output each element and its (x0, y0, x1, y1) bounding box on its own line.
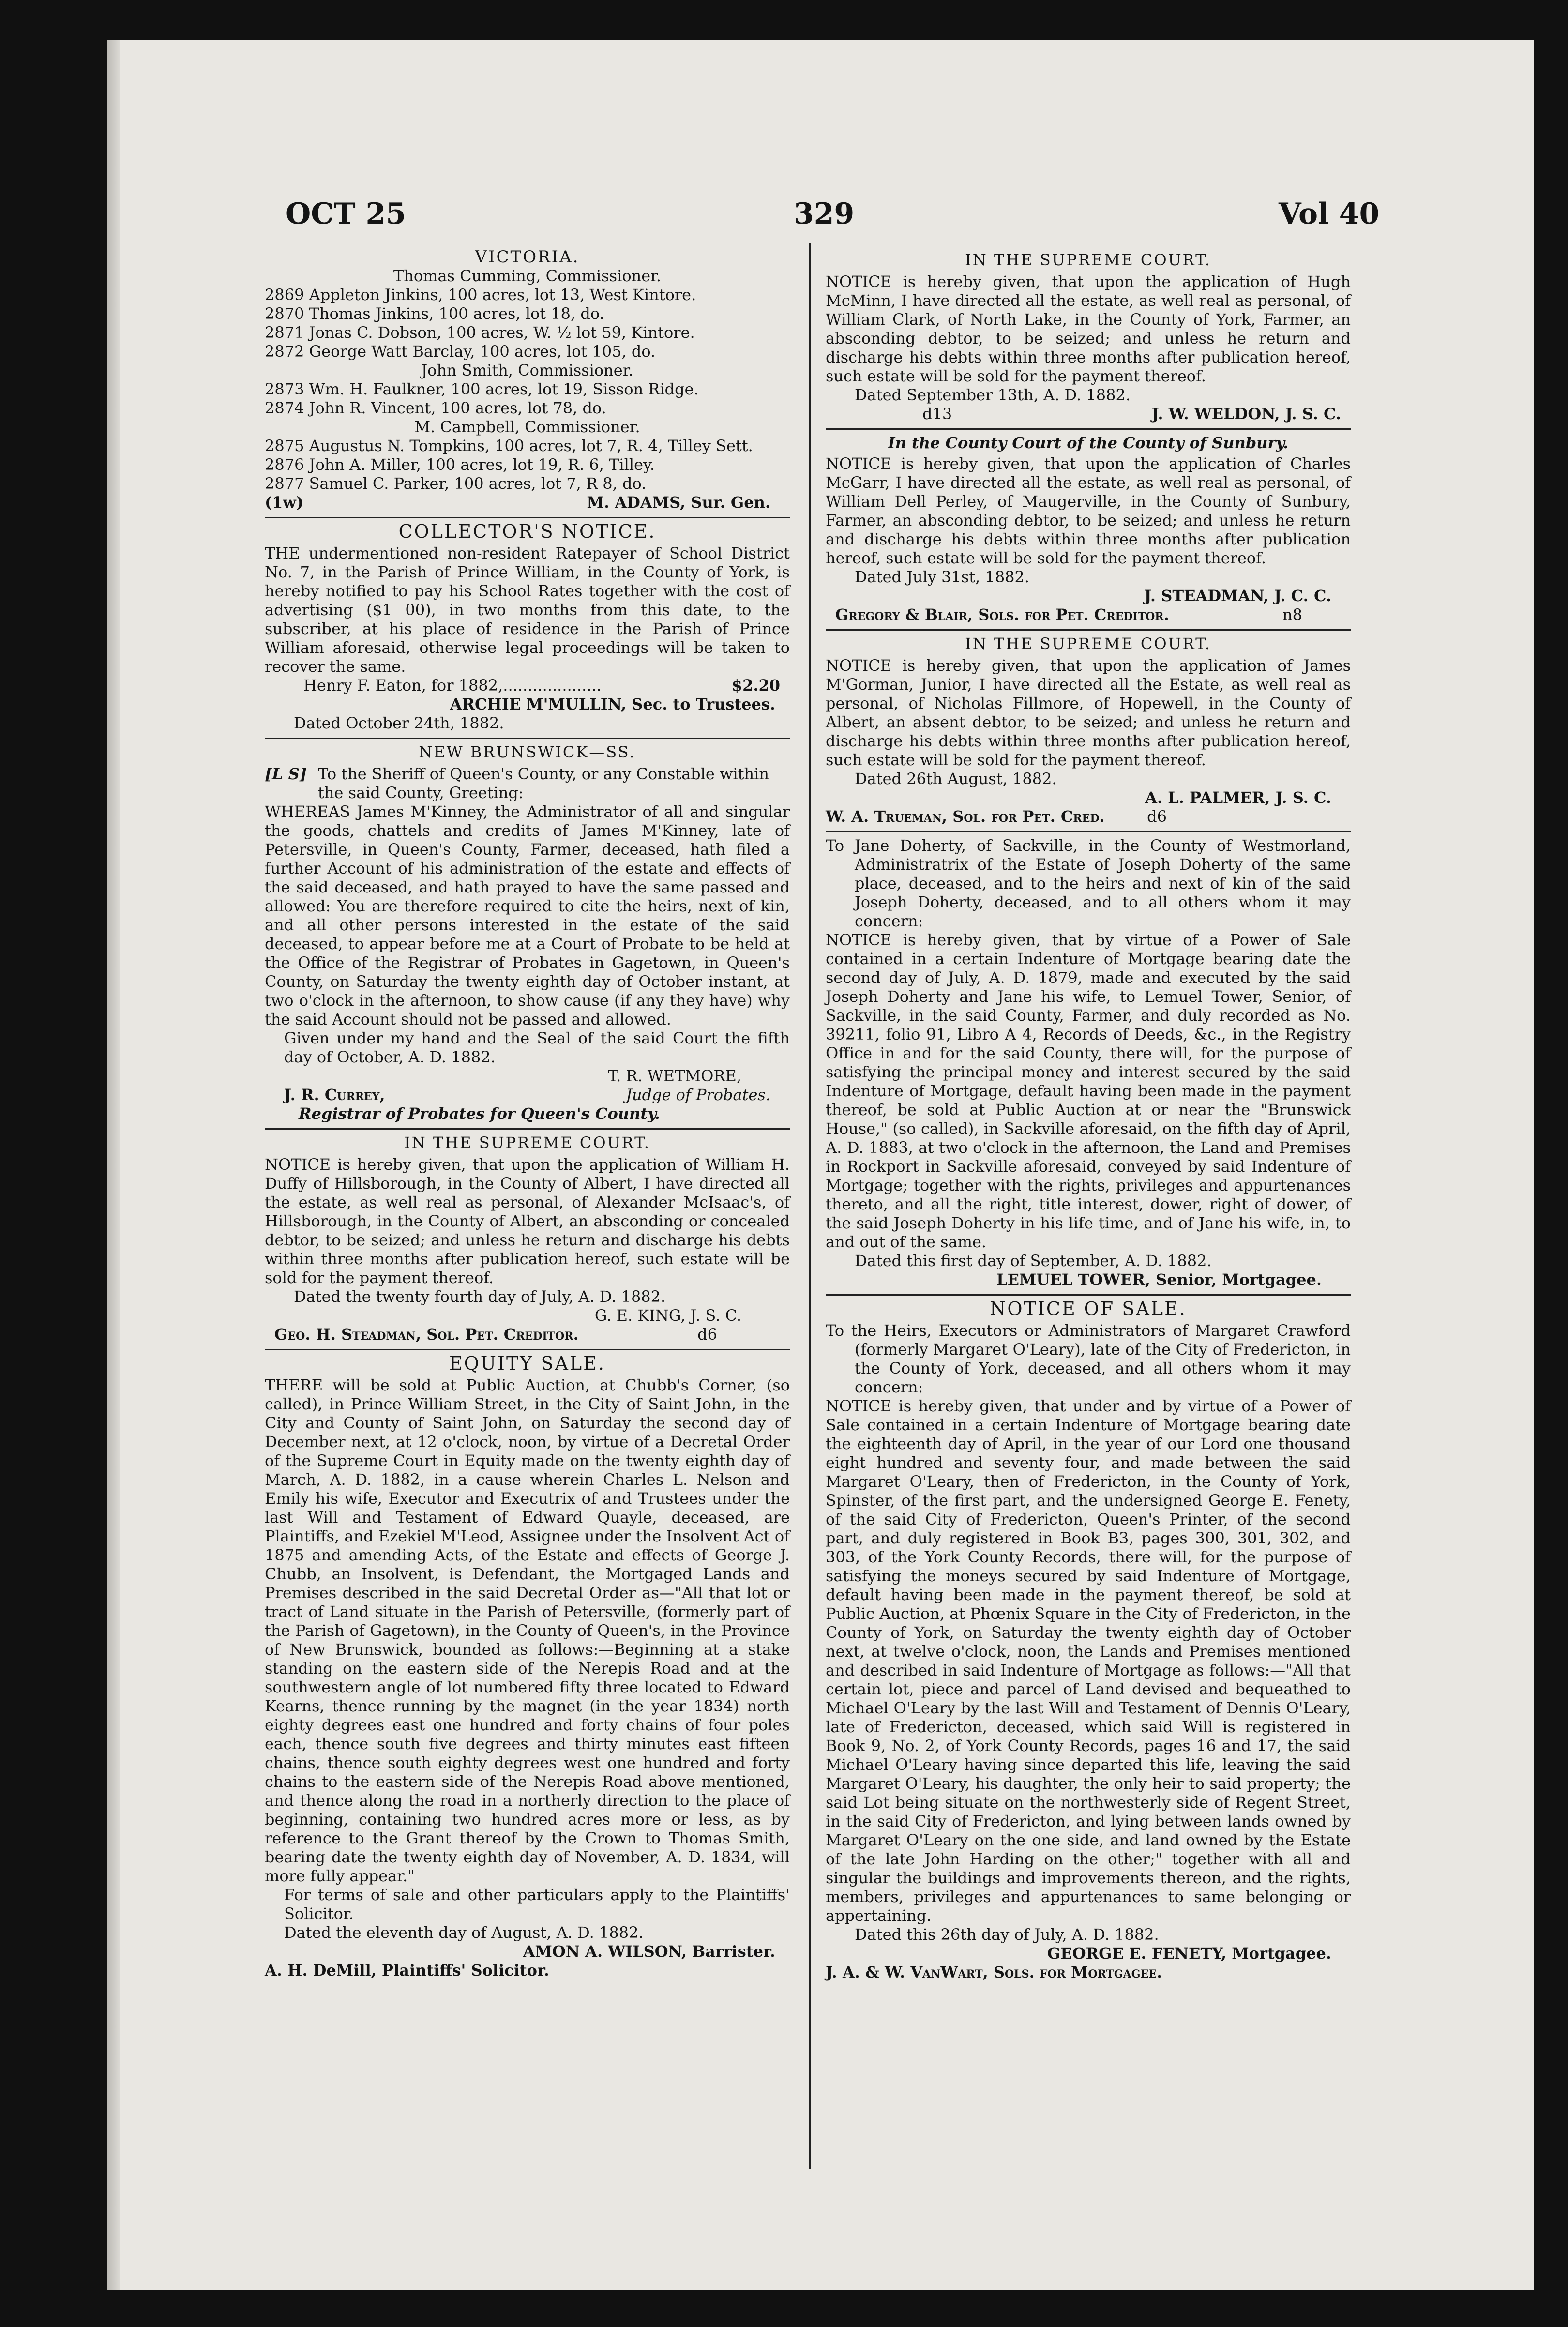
cc-sol-row (826, 605, 1351, 624)
cc-judge: J. STEADMAN, J. C. C. (1144, 587, 1331, 605)
sc2-mark: d13 (922, 405, 952, 423)
nb-registrar-title: Registrar of Probates for Queen's County. (299, 1104, 661, 1123)
equity-body: THERE will be sold at Public Auction, at Chubb's Corner, (so called), in Prince William Street, in the City of Saint John, in the City and County of Saint John, on Saturday the second day of December next, at 12 o'clock, noon, by virtue of a Decretal Order of the Supreme Court in Equity made on the twenty eighth day of March, A. D. 1882, in a cause wherein Charles L. Nelson and Emily his wife, Executor and Executrix of and Trustees under the last Will and Testament of Edward Quayle, deceased, are Plaintiffs, and Ezekiel M'Leod, Assignee under the Insolvent Act of 1875 and amending Acts, of the Estate and effects of George J. Chubb, an Insolvent, is Defendant, the Mortgaged Lands and Premises described in the said Decretal Order as—"All that lot or tract of Land situate in the Parish of Petersville, (formerly part of the Parish of Gagetown), in the County of Queen's, in the Province of New Brunswick, bounded as follows:—Beginning at a stake standing on the eastern side of the Nerepis Road and at the southwestern angle of lot numbered fifty three located to Edward Kearns, thence running by the magnet (in the year 1834) north eighty degrees east one hundred and forty chains of four poles each, thence south five degrees and thirty minutes east fifteen chains, thence south eighty degrees west one hundred and forty chains to the eastern side of the Nerepis Road above mentioned, and thence along the road in a northerly direction to the place of beginning, containing two hundred acres more or less, as by reference to the Grant thereof by the Crown to Thomas Smith, bearing date the twenty eighth day of November, A. D. 1834, will more fully appear." (265, 1376, 790, 1885)
sc1-solicitor: Geo. H. Steadman, Sol. Pet. Creditor. (274, 1325, 579, 1344)
equity-dated: Dated the eleventh day of August, A. D. 1882. (284, 1923, 644, 1942)
cc-dated: Dated July 31st, 1882. (855, 568, 1030, 586)
victoria-entry-2874: 2874 John R. Vincent, 100 acres, lot 78, do. (265, 399, 606, 417)
newspaper-page (107, 40, 1534, 2290)
victoria-signer: M. ADAMS, Sur. Gen. (587, 493, 770, 512)
victoria-entry-2873: 2873 Wm. H. Faulkner, 100 acres, lot 19, Sisson Ridge. (265, 380, 699, 398)
collector-signer: ARCHIE M'MULLIN, Sec. to Trustees. (450, 695, 775, 713)
nb-body: WHEREAS James M'Kinney, the Administrator of all and singular the goods, chattels and credits of James M'Kinney, late of Petersville, in Queen's County, Farmer, deceased, hath filed a further Account of his administration of the estate and effects of the said deceased, and hath prayed to have the same passed and allowed: You are therefore required to cite the heirs, next of kin, and all other persons interested in the estate of the said deceased, to appear before me at a Court of Probate to be held at the Office of the Registrar of Probates in Gagetown, in Queen's County, on Saturday the twenty eighth day of October instant, at two o'clock in the afternoon, to show cause (if any they have) why the said Account should not be passed and allowed. (265, 802, 790, 1028)
section-rule (265, 1128, 790, 1130)
section-rule (265, 1349, 790, 1350)
collector-amount: $2.20 (731, 676, 780, 695)
sc2-dated: Dated September 13th, A. D. 1882. (855, 386, 1131, 404)
doherty-body: NOTICE is hereby given, that by virtue of a Power of Sale contained in a certain Indenture of Mortgage bearing date the second day of July, A. D. 1879, made and executed by the said Joseph Doherty and Jane his wife, to Lemuel Tower, Senior, of Sackville, in the said County, Farmer, and duly recorded as No. 39211, folio 91, Libro A 4, Records of Deeds, &c., in the Registry Office in and for the said County, there will, for the purpose of satisfying the principal money and interest secured by the said Indenture of Mortgage, default having been made in the payment thereof, be sold at Public Auction at or near the "Brunswick House," (so called), in Sackville aforesaid, on the fifth day of April, A. D. 1883, at two o'clock in the afternoon, the Land and Premises in Rockport in Sackville aforesaid, conveyed by said Indenture of Mortgage; together with the rights, privileges and appurtenances thereto, and all the right, title interest, dower, right of dower, of the said Joseph Doherty in his life time, and of Jane his wife, in, to and out of the same. (826, 931, 1351, 1251)
collector-dated: Dated October 24th, 1882. (294, 714, 504, 732)
nb-registrar-row (265, 1086, 790, 1104)
doherty-address: To Jane Doherty, of Sackville, in the County of Westmorland, Administratrix of the Estate of Joseph Doherty of the same place, deceased, and to the heirs and next of kin of the said Joseph Doherty, deceased, and to all others whom it may concern: (826, 836, 1351, 930)
equity-signer: AMON A. WILSON, Barrister. (523, 1942, 775, 1961)
nos-address: To the Heirs, Executors or Administrators of Margaret Crawford (formerly Margaret O'Leary), late of the City of Fredericton, in the County of York, deceased, and all others whom it may concern: (826, 1321, 1351, 1396)
nb-judge: T. R. WETMORE, (608, 1067, 741, 1085)
cc-mark: n8 (1282, 605, 1302, 624)
header-volume: Vol 40 (1279, 197, 1380, 231)
victoria-entry-2875: 2875 Augustus N. Tompkins, 100 acres, lot 7, R. 4, Tilley Sett. (265, 437, 753, 455)
victoria-mark: (1w) (265, 493, 304, 512)
victoria-entry-2870: 2870 Thomas Jinkins, 100 acres, lot 18, do. (265, 304, 604, 323)
nb-address-row (265, 765, 790, 802)
sc3-sol-row (826, 807, 1351, 826)
nb-address: To the Sheriff of Queen's County, or any Constable within the said County, Greeting: (318, 765, 769, 802)
nb-given: Given under my hand and the Seal of the said Court the fifth day of October, A. D. 1882. (284, 1029, 790, 1066)
victoria-entry-2876: 2876 John A. Miller, 100 acres, lot 19, R. 6, Tilley. (265, 455, 655, 474)
victoria-entry-2869: 2869 Appleton Jinkins, 100 acres, lot 13, West Kintore. (265, 286, 696, 304)
section-rule (265, 738, 790, 739)
left-column (265, 248, 790, 1980)
sc2-body: NOTICE is hereby given, that upon the application of Hugh McMinn, I have directed all the estate, as well real as personal, of William Clark, of North Lake, in the County of York, Farmer, an absconding debtor, to be seized; and unless he return and discharge his debts within three months after publication hereof, such estate will be sold for the payment thereof. (826, 272, 1351, 385)
column-divider (809, 243, 811, 2169)
sc3-title: IN THE SUPREME COURT. (965, 635, 1211, 653)
victoria-entry-2872: 2872 George Watt Barclay, 100 acres, lot 105, do. (265, 342, 656, 361)
nos-signer: GEORGE E. FENETY, Mortgagee. (1047, 1944, 1331, 1963)
cc-solicitor: Gregory & Blair, Sols. for Pet. Creditor. (835, 605, 1169, 624)
collector-item: Henry F. Eaton, for 1882,.................... (303, 676, 602, 695)
nb-judge-title: Judge of Probates. (626, 1086, 770, 1104)
sc2-judge: J. W. WELDON, J. S. C. (1151, 405, 1341, 423)
sc1-body: NOTICE is hereby given, that upon the application of William H. Duffy of Hillsborough, in the County of Albert, I have directed all the estate, as well real as personal, of Alexander McIsaac's, of Hillsborough, in the County of Albert, an absconding or concealed debtor, to be seized; and unless he return and discharge his debts within three months after publication hereof, such estate will be sold for the payment thereof. (265, 1155, 790, 1287)
nb-title: NEW BRUNSWICK—SS. (419, 743, 636, 761)
victoria-title: VICTORIA. (475, 247, 580, 267)
section-rule (265, 517, 790, 518)
victoria-commissioner-1: Thomas Cumming, Commissioner. (393, 267, 662, 285)
header-date: OCT 25 (286, 197, 407, 231)
nos-body: NOTICE is hereby given, that under and by virtue of a Power of Sale contained in a certain Indenture of Mortgage bearing date the eighteenth day of April, in the year of our Lord one thousand eight hundred and seventy four, and made between the said Margaret O'Leary, then of Fredericton, in the County of York, Spinster, of the first part, and the undersigned George E. Fenety, of the said City of Fredericton, Queen's Printer, of the second part, and duly registered in Book B3, pages 300, 301, 302, and 303, of the York County Records, there will, for the purpose of satisfying the moneys secured by said Indenture of Mortgage, default having been made in the payment thereof, be sold at Public Auction, at Phœnix Square in the City of Fredericton, in the County of York, on Saturday the twenty eighth day of October next, at twelve o'clock, noon, the Lands and Premises mentioned and described in said Indenture of Mortgage as follows:—"All that certain lot, piece and parcel of Land devised and bequeathed to Michael O'Leary by the last Will and Testament of Dennis O'Leary, late of Fredericton, deceased, which said Will is registered in Book 9, No. 2, of York County Records, pages 16 and 17, the said Michael O'Leary having since departed this life, leaving the said Margaret O'Leary, his daughter, the only heir to said property; the said Lot being situate on the northwesterly side of Regent Street, in the said City of Fredericton, and lying between lands owned by Margaret O'Leary on the one side, and land owned by the Estate of the late John Harding on the other;" together with all and singular the buildings and improvements thereon, and the rights, members, privileges and appurtenances to same belonging or appertaining. (826, 1397, 1351, 1925)
victoria-commissioner-3: M. Campbell, Commissioner. (414, 418, 640, 436)
nos-title: NOTICE OF SALE. (990, 1298, 1187, 1319)
nb-seal-mark: [L S] (265, 765, 307, 783)
sc1-dated: Dated the twenty fourth day of July, A. D. 1882. (294, 1287, 666, 1306)
equity-title: EQUITY SALE. (449, 1353, 605, 1374)
cc-title: In the County Court of the County of Sunbury. (888, 434, 1289, 452)
sc3-mark: d6 (1147, 807, 1167, 826)
doherty-signer: LEMUEL TOWER, Senior, Mortgagee. (996, 1270, 1322, 1289)
header-page-number: 329 (794, 197, 855, 231)
section-rule (826, 428, 1351, 430)
nos-solicitor: J. A. & W. VanWart, Sols. for Mortgagee. (826, 1963, 1162, 1981)
sc3-dated: Dated 26th August, 1882. (855, 770, 1057, 788)
collector-notice-title: COLLECTOR'S NOTICE. (398, 521, 656, 542)
nb-registrar: J. R. Currey, (284, 1086, 385, 1104)
right-column (826, 248, 1351, 1982)
sc3-body: NOTICE is hereby given, that upon the application of James M'Gorman, Junior, I have directed all the Estate, as well real as personal, of Nicholas Fillmore, of Hopewell, in the County of Albert, an absent debtor, to be seized; and unless he return and discharge his debts within three months after publication hereof, such estate will be sold for the payment thereof. (826, 656, 1351, 769)
sc1-mark: d6 (697, 1325, 717, 1344)
sc3-judge: A. L. PALMER, J. S. C. (1145, 788, 1331, 807)
equity-terms: For terms of sale and other particulars apply to the Plaintiffs' Solicitor. (284, 1886, 790, 1923)
collector-item-row (265, 676, 790, 695)
victoria-signature-row (265, 493, 790, 512)
page-sheet (107, 40, 1534, 2290)
sc1-title: IN THE SUPREME COURT. (404, 1133, 650, 1152)
section-rule (826, 1294, 1351, 1296)
victoria-commissioner-2: John Smith, Commissioner. (421, 361, 633, 379)
doherty-dated: Dated this first day of September, A. D. 1882. (855, 1252, 1212, 1270)
sc1-sol-row (265, 1325, 790, 1344)
nos-dated: Dated this 26th day of July, A. D. 1882. (855, 1925, 1159, 1944)
victoria-entry-2871: 2871 Jonas C. Dobson, 100 acres, W. ½ lot 59, Kintore. (265, 323, 695, 342)
section-rule (826, 629, 1351, 631)
collector-notice-body: THE undermentioned non-resident Ratepayer of School District No. 7, in the Parish of Prince William, in the County of York, is hereby notified to pay his School Rates together with the cost of advertising ($1 00), in two months from this date, to the subscriber, at his place of residence in the Parish of Prince William aforesaid, otherwise legal proceedings will be taken to recover the same. (265, 544, 790, 676)
sc2-judge-row (826, 405, 1351, 423)
sc2-title: IN THE SUPREME COURT. (965, 251, 1211, 269)
victoria-entry-2877: 2877 Samuel C. Parker, 100 acres, lot 7, R 8, do. (265, 474, 647, 493)
section-rule (826, 831, 1351, 832)
cc-body: NOTICE is hereby given, that upon the application of Charles McGarr, I have directed all the estate, as well real as personal, of William Dell Perley, of Maugerville, in the County of Sunbury, Farmer, an absconding debtor, to be seized; and unless he return and discharge his debts within three months after publication hereof, such estate will be sold for the payment thereof. (826, 454, 1351, 567)
sc1-judge: G. E. KING, J. S. C. (594, 1306, 741, 1325)
equity-solicitor: A. H. DeMill, Plaintiffs' Solicitor. (265, 1961, 550, 1979)
sc3-solicitor: W. A. Trueman, Sol. for Pet. Cred. (826, 807, 1105, 826)
